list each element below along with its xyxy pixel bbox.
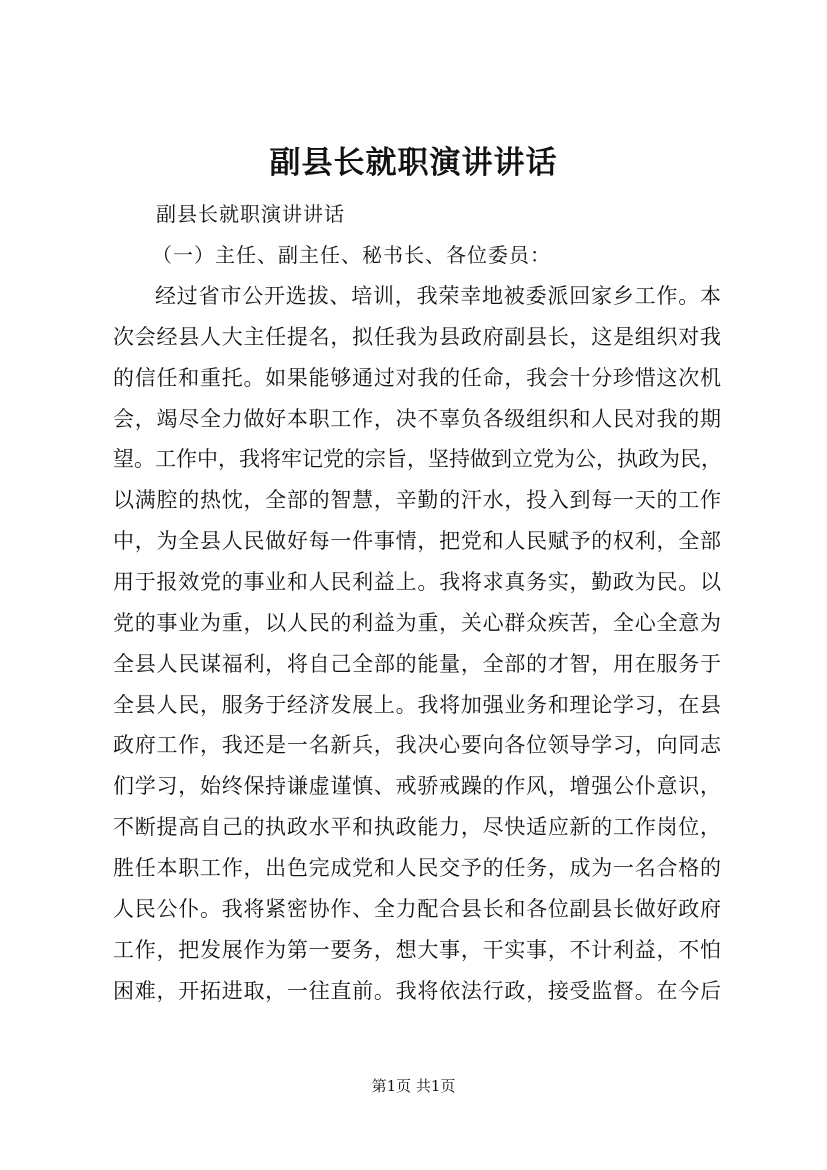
body-line: 胜任本职工作，出色完成党和人民交予的任务，成为一名合格的 <box>113 856 721 881</box>
document-title: 副县长就职演讲讲话 <box>269 145 558 181</box>
page-number-footer: 第1页 共1页 <box>371 1077 456 1095</box>
body-line: 政府工作，我还是一名新兵，我决心要向各位领导学习，向同志 <box>113 733 721 758</box>
body-line: 党的事业为重，以人民的利益为重，关心群众疾苦，全心全意为 <box>113 610 721 635</box>
salutation-line: （一）主任、副主任、秘书长、各位委员： <box>152 243 551 267</box>
body-line: 人民公仆。我将紧密协作、全力配合县长和各位副县长做好政府 <box>113 896 721 921</box>
body-line: 们学习，始终保持谦虚谨慎、戒骄戒躁的作风，增强公仆意识， <box>113 774 721 799</box>
body-line: 经过省市公开选拔、培训，我荣幸地被委派回家乡工作。本 <box>155 284 721 308</box>
document-subtitle: 副县长就职演讲讲话 <box>156 202 345 226</box>
body-line: 不断提高自己的执政水平和执政能力，尽快适应新的工作岗位， <box>113 815 721 840</box>
body-line: 全县人民谋福利，将自己全部的能量，全部的才智，用在服务于 <box>113 651 721 676</box>
body-line: 全县人民，服务于经济发展上。我将加强业务和理论学习，在县 <box>113 692 721 717</box>
body-text <box>113 283 721 1018</box>
body-line: 次会经县人大主任提名，拟任我为县政府副县长，这是组织对我 <box>113 324 721 349</box>
body-line: 以满腔的热忱，全部的智慧，辛勤的汗水，投入到每一天的工作 <box>113 488 721 513</box>
body-line: 中，为全县人民做好每一件事情，把党和人民赋予的权利，全部 <box>113 529 721 554</box>
body-line: 用于报效党的事业和人民利益上。我将求真务实，勤政为民。以 <box>113 570 721 595</box>
body-line: 望。工作中，我将牢记党的宗旨，坚持做到立党为公，执政为民， <box>113 447 722 472</box>
body-line: 工作，把发展作为第一要务，想大事，干实事，不计利益，不怕 <box>113 937 721 962</box>
body-line: 的信任和重托。如果能够通过对我的任命，我会十分珍惜这次机 <box>113 365 721 390</box>
body-line: 会，竭尽全力做好本职工作，决不辜负各级组织和人民对我的期 <box>113 406 721 431</box>
body-line: 困难，开拓进取，一往直前。我将依法行政，接受监督。在今后 <box>113 978 721 1003</box>
